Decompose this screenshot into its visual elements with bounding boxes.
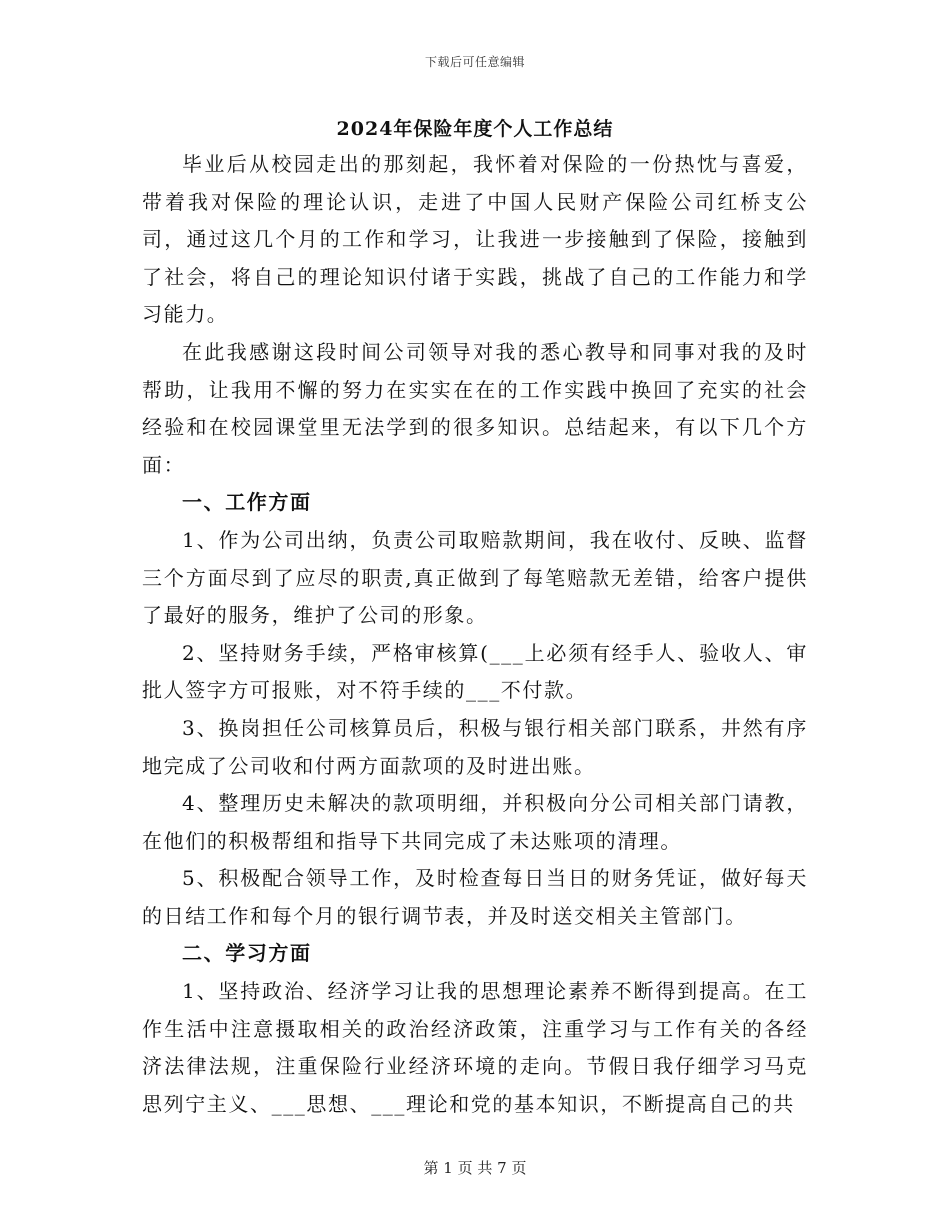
intro-paragraph: 毕业后从校园走出的那刻起，我怀着对保险的一份热忱与喜爱，带着我对保险的理论认识，走进了中国人民财产保险公司红桥支公司，通过这几个月的工作和学习，让我进一步接触到了保险，接触到了社会，将自己的理论知识付诸于实践，挑战了自己的工作能力和学习能力。	[142, 152, 808, 327]
intro-paragraph: 在此我感谢这段时间公司领导对我的悉心教导和同事对我的及时帮助，让我用不懈的努力在实实在在的工作实践中换回了充实的社会经验和在校园课堂里无法学到的很多知识。总结起来，有以下几个方面：	[142, 339, 808, 477]
work-item: 4、整理历史未解决的款项明细，并积极向分公司相关部门请教，在他们的积极帮组和指导下共同完成了未达账项的清理。	[142, 791, 808, 853]
document-body	[142, 146, 808, 1123]
work-item: 3、换岗担任公司核算员后，积极与银行相关部门联系，井然有序地完成了公司收和付两方面款项的及时进出账。	[142, 715, 808, 778]
document-title: 2024年保险年度个人工作总结	[336, 118, 614, 140]
work-item: 1、作为公司出纳，负责公司取赔款期间，我在收付、反映、监督三个方面尽到了应尽的职责,真正做到了每笔赔款无差错，给客户提供了最好的服务，维护了公司的形象。	[142, 527, 808, 628]
section-heading-study: 二、学习方面	[182, 941, 312, 966]
section-heading-work: 一、工作方面	[182, 490, 312, 515]
work-item: 5、积极配合领导工作，及时检查每日当日的财务凭证，做好每天的日结工作和每个月的银行调节表，并及时送交相关主管部门。	[142, 866, 808, 928]
header-note: 下载后可任意编辑	[424, 55, 525, 69]
page-number: 第 1 页 共 7 页	[423, 1159, 527, 1177]
work-item: 2、坚持财务手续，严格审核算(___上必须有经手人、验收人、审批人签字方可报账，对不符手续的___不付款。	[142, 640, 808, 703]
study-item: 1、坚持政治、经济学习让我的思想理论素养不断得到提高。在工作生活中注意摄取相关的政治经济政策，注重学习与工作有关的各经济法律法规，注重保险行业经济环境的走向。节假日我仔细学习马克思列宁主义、___思想、___理论和党的基本知识，不断提高自己的共	[142, 979, 808, 1116]
